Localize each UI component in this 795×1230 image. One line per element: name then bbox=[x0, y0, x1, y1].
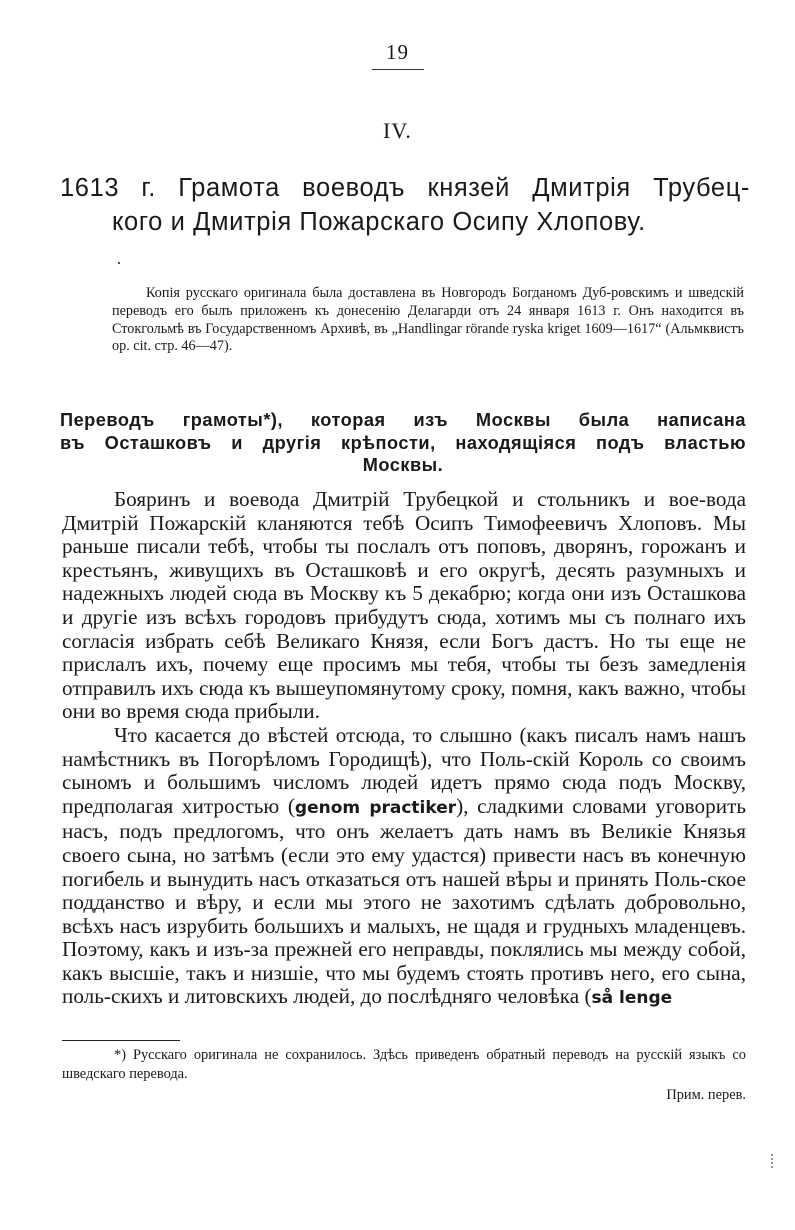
main-text bbox=[62, 488, 746, 1011]
translation-heading-line-3: Москвы. bbox=[362, 455, 444, 475]
footnote-signature: Прим. перев. bbox=[666, 1087, 746, 1103]
margin-dots bbox=[771, 1154, 776, 1168]
swedish-phrase-sa-lenge: så lenge bbox=[591, 988, 673, 1009]
translation-heading bbox=[60, 409, 746, 477]
document-title bbox=[60, 171, 750, 239]
translation-heading-line-1: Переводъ грамоты*), которая изъ Москвы была написана bbox=[60, 410, 746, 430]
document-title-line-2: кого и Дмитрія Пожарскаго Осипу Хлопову. bbox=[112, 208, 646, 236]
body-paragraph-2-part-a: Что касается до вѣстей отсюда, то слышно (какъ писалъ намъ нашъ намѣстникъ въ Погорѣломъ Городищѣ), что Поль-скій Король со своимъ сыномъ и большимъ числомъ людей идетъ прямо сюда подъ Москву, предполагая хитростью ( bbox=[62, 722, 746, 818]
body-paragraph-2 bbox=[62, 724, 746, 1011]
footnote: *) Русскаго оригинала не сохранилось. Здѣсь приведенъ обратный переводъ на русскій языкъ со шведскаго перевода. bbox=[62, 1047, 746, 1082]
swedish-phrase-genom-practiker: genom practiker bbox=[294, 797, 457, 818]
stray-dot-mark bbox=[118, 262, 120, 264]
footnote-separator bbox=[62, 1040, 180, 1041]
body-paragraph-2-part-b: ), сладкими словами уговорить насъ, подъ предлогомъ, что онъ желаетъ дать намъ въ Великіе Князья своего сына, но затѣмъ (если это ему удастся) привести насъ въ конечную погибель и вынудить насъ отказаться отъ нашей вѣры и принять Поль-ское подданство и вѣру, и если мы этого не захотимъ сдѣлать добровольно, всѣхъ насъ изрубить большихъ и малыхъ, не щадя и грудныхъ младенцевъ. Поэтому, какъ и изъ-за прежней его неправды, поклялись мы между собой, какъ высшіе, такъ и низшіе, что мы будемъ стоять противъ него, его сына, поль-скихъ и литовскихъ людей, до послѣдняго человѣка ( bbox=[62, 793, 746, 1009]
source-note: Копія русскаго оригинала была доставлена въ Новгородъ Богданомъ Дуб-ровскимъ и шведскій переводъ его былъ приложенъ къ донесенію Делагарди отъ 24 января 1613 г. Онъ находится въ Стокгольмѣ въ Государственномъ Архивѣ, въ „Handlingar rörande ryska kriget 1609—1617“ (Альмквистъ op. cit. стр. 46—47). bbox=[112, 285, 744, 355]
page-number-underline bbox=[372, 69, 424, 70]
document-title-line-1: 1613 г. Грамота воеводъ князей Дмитрія Трубец- bbox=[60, 174, 750, 202]
body-paragraph-1: Бояринъ и воевода Дмитрій Трубецкой и стольникъ и вое-вода Дмитрій Пожарскій кланяются тебѣ Осипъ Тимофеевичъ Хлоповъ. Мы раньше писали тебѣ, чтобы ты послалъ отъ поповъ, дворянъ, горожанъ и крестьянъ, живущихъ въ Осташковѣ и его округѣ, десять разумныхъ и надежныхъ людей сюда въ Москву къ 5 декабрю; когда они изъ Осташкова и другіе изъ всѣхъ городовъ прибудутъ сюда, хотимъ мы съ полнаго ихъ согласія избрать себѣ Великаго Князя, если Богъ дастъ. Но ты еще не прислалъ ихъ, почему еще просимъ мы тебя, чтобы ты безъ замедленія отправилъ ихъ сюда къ вышеупомянутому сроку, помня, какъ важно, чтобы они во время сюда прибыли. bbox=[62, 487, 746, 724]
page-number: 19 bbox=[386, 40, 409, 64]
section-numeral: IV. bbox=[383, 118, 412, 143]
translation-heading-line-2: въ Осташковъ и другія крѣпости, находящіяся подъ властью bbox=[60, 432, 746, 453]
